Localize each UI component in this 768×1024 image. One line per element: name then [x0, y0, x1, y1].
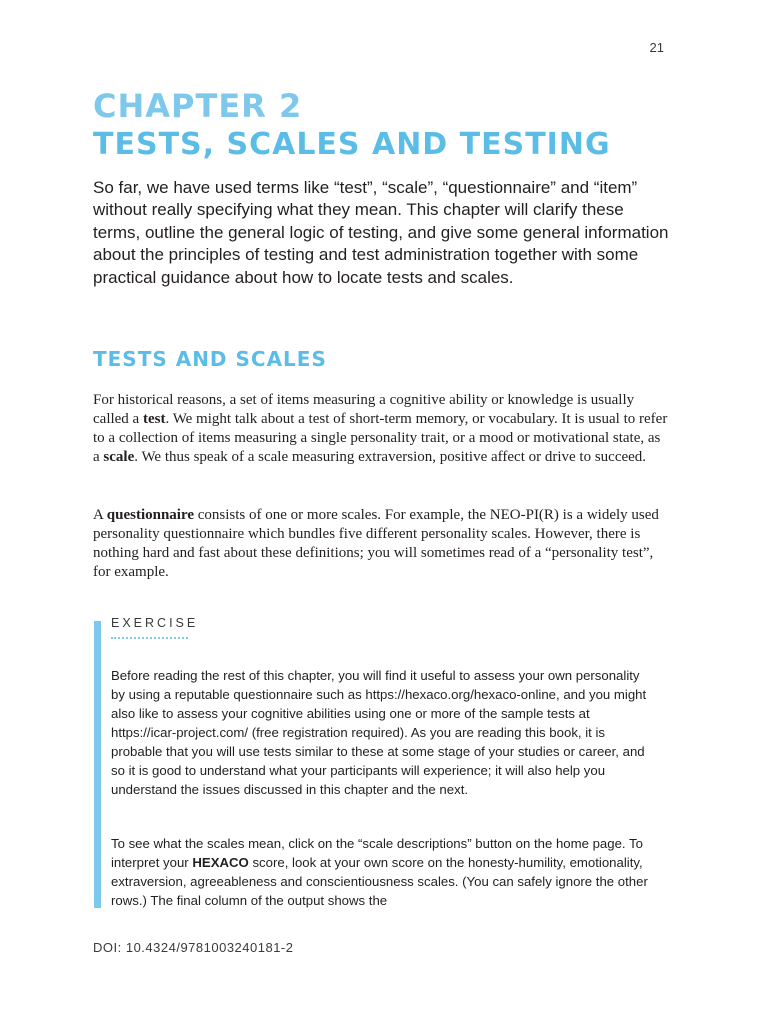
- intro-paragraph: So far, we have used terms like “test”, “scale”, “questionnaire” and “item” without really specifying what they mean. This chapter will clarify these terms, outline the general logic of testing, and give some general information about the principles of testing and test administration together with some practical guidance about how to locate tests and scales.: [93, 178, 669, 287]
- body-paragraph-2: [93, 506, 668, 582]
- exercise-dotted-divider: [111, 637, 188, 639]
- section-heading: TESTS AND SCALES: [93, 347, 327, 371]
- chapter-title: TESTS, SCALES AND TESTING: [93, 127, 611, 162]
- term-scale: scale: [103, 449, 135, 465]
- text-run: . We thus speak of a scale measuring extraversion, positive affect or drive to succeed.: [134, 449, 647, 465]
- text-run: For historical reasons, a set of items measuring a cognitive ability or knowledge is usually called a: [93, 392, 635, 427]
- text-run: To see what the scales mean, click on the “scale descriptions” button on the home page. To interpret your: [111, 836, 643, 870]
- exercise-paragraph-2: [111, 834, 656, 910]
- chapter-label: CHAPTER 2: [93, 87, 303, 125]
- doi-footer: DOI: 10.4324/9781003240181-2: [93, 940, 294, 955]
- text-run: score, look at your own score on the honesty-humility, emotionality, extraversion, agreeableness and conscientiousness scales. (You can safely ignore the other rows.) The final column of the output shows the: [111, 855, 648, 908]
- term-test: test: [142, 411, 166, 427]
- text-run: consists of one or more scales. For example, the NEO-PI(R) is a widely used personality questionnaire which bundles five different personality scales. However, there is nothing hard and fast about these definitions; you will sometimes read of a “personality test”, for example.: [93, 507, 659, 580]
- text-run: A: [93, 507, 107, 523]
- page-number: 21: [649, 40, 664, 55]
- text-run: . We might talk about a test of short-term memory, or vocabulary. It is usual to refer to a collection of items measuring a single personality trait, or a mood or motivational state, as a: [93, 411, 668, 465]
- term-questionnaire: questionnaire: [106, 507, 195, 523]
- exercise-sidebar-bar: [94, 621, 101, 908]
- body-paragraph-1: [93, 391, 668, 467]
- exercise-paragraph-1: Before reading the rest of this chapter, you will find it useful to assess your own personality by using a reputable questionnaire such as https://hexaco.org/hexaco-online, and you might also like to assess your cognitive abilities using one or more of the sample tests at https://icar-project.com/ (free registration required). As you are reading this book, it is probable that you will use tests similar to these at some stage of your studies or career, and so it is good to understand what your participants will experience; it will also help you understand the issues discussed in this chapter and the next.: [111, 668, 647, 797]
- exercise-label: EXERCISE: [111, 616, 199, 630]
- term-hexaco: HEXACO: [192, 855, 249, 870]
